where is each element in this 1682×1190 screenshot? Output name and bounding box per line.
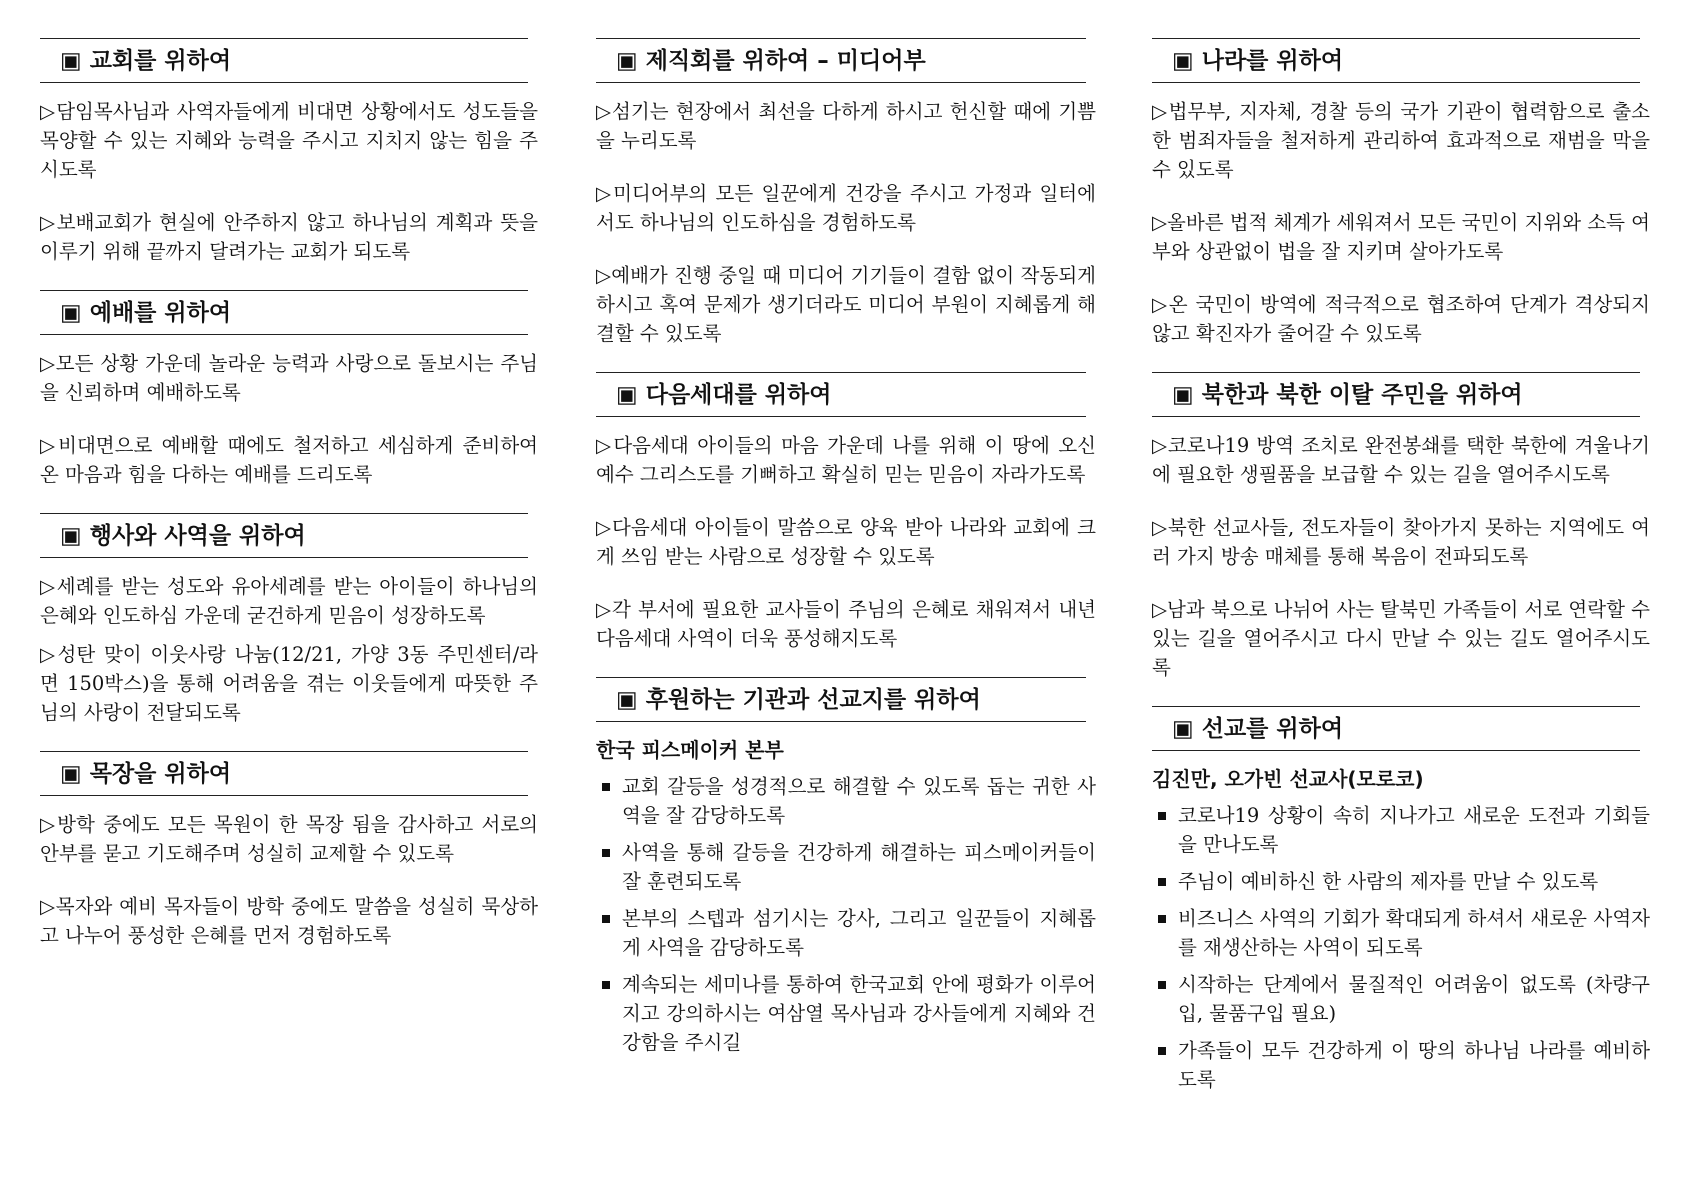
section-title: ▣ 제직회를 위하여 – 미디어부	[596, 38, 1086, 83]
bullet-list	[596, 772, 1096, 1057]
prayer-item: ▷코로나19 방역 조치로 완전봉쇄를 택한 북한에 겨울나기에 필요한 생필품을 보급할 수 있는 길을 열어주시도록	[1152, 434, 1650, 486]
prayer-item: ▷온 국민이 방역에 적극적으로 협조하여 단계가 격상되지 않고 확진자가 줄어갈 수 있도록	[1152, 293, 1650, 345]
section-deacons-media	[596, 38, 1096, 348]
list-item: 비즈니스 사역의 기회가 확대되게 하셔서 새로운 사역자를 재생산하는 사역이 되도록	[1152, 904, 1650, 962]
list-item: 코로나19 상황이 속히 지나가고 새로운 도전과 기회들을 만나도록	[1152, 801, 1650, 859]
list-item: 본부의 스텝과 섬기시는 강사, 그리고 일꾼들이 지혜롭게 사역을 감당하도록	[596, 904, 1096, 962]
section-next-generation	[596, 372, 1096, 653]
prayer-item: ▷다음세대 아이들이 말씀으로 양육 받아 나라와 교회에 크게 쓰임 받는 사람으로 성장할 수 있도록	[596, 516, 1096, 568]
list-item: 주님이 예비하신 한 사람의 제자를 만날 수 있도록	[1152, 867, 1650, 896]
section-north-korea	[1152, 372, 1650, 682]
prayer-item: ▷성탄 맞이 이웃사랑 나눔(12/21, 가양 3동 주민센터/라면 150박스)을 통해 어려움을 겪는 이웃들에게 따뜻한 주님의 사랑이 전달되도록	[40, 643, 538, 724]
section-title: ▣ 나라를 위하여	[1152, 38, 1640, 83]
prayer-item: ▷방학 중에도 모든 목원이 한 목장 됨을 감사하고 서로의 안부를 묻고 기도해주며 성실히 교제할 수 있도록	[40, 813, 538, 865]
prayer-item: ▷올바른 법적 체계가 세워져서 모든 국민이 지위와 소득 여부와 상관없이 법을 잘 지키며 살아가도록	[1152, 211, 1650, 263]
section-nation	[1152, 38, 1650, 348]
prayer-item: ▷남과 북으로 나뉘어 사는 탈북민 가족들이 서로 연락할 수 있는 길을 열어주시고 다시 만날 수 있는 길도 열어주시도록	[1152, 598, 1650, 679]
section-events-ministry	[40, 513, 538, 727]
column-right	[1152, 38, 1650, 1116]
section-title: ▣ 행사와 사역을 위하여	[40, 513, 528, 558]
list-item: 가족들이 모두 건강하게 이 땅의 하나님 나라를 예비하도록	[1152, 1036, 1650, 1094]
section-missions	[1152, 706, 1650, 1094]
prayer-item: ▷보배교회가 현실에 안주하지 않고 하나님의 계획과 뜻을 이루기 위해 끝까지 달려가는 교회가 되도록	[40, 211, 538, 263]
prayer-item: ▷모든 상황 가운데 놀라운 능력과 사랑으로 돌보시는 주님을 신뢰하며 예배하도록	[40, 352, 538, 404]
section-worship	[40, 290, 538, 489]
prayer-item: ▷각 부서에 필요한 교사들이 주님의 은혜로 채워져서 내년 다음세대 사역이 더욱 풍성해지도록	[596, 598, 1096, 650]
prayer-item: ▷예배가 진행 중일 때 미디어 기기들이 결함 없이 작동되게 하시고 혹여 문제가 생기더라도 미디어 부원이 지혜롭게 해결할 수 있도록	[596, 264, 1096, 345]
organization-name: 한국 피스메이커 본부	[596, 738, 784, 762]
section-title: ▣ 교회를 위하여	[40, 38, 528, 83]
prayer-item: ▷세례를 받는 성도와 유아세례를 받는 아이들이 하나님의 은혜와 인도하심 가운데 굳건하게 믿음이 성장하도록	[40, 575, 538, 627]
section-title: ▣ 선교를 위하여	[1152, 706, 1640, 751]
column-left	[40, 38, 538, 974]
section-title: ▣ 예배를 위하여	[40, 290, 528, 335]
list-item: 사역을 통해 갈등을 건강하게 해결하는 피스메이커들이 잘 훈련되도록	[596, 838, 1096, 896]
section-supported-organizations	[596, 677, 1096, 1057]
prayer-item: ▷북한 선교사들, 전도자들이 찾아가지 못하는 지역에도 여러 가지 방송 매체를 통해 복음이 전파되도록	[1152, 516, 1650, 568]
column-middle	[596, 38, 1096, 1079]
section-church	[40, 38, 538, 266]
list-item: 교회 갈등을 성경적으로 해결할 수 있도록 돕는 귀한 사역을 잘 감당하도록	[596, 772, 1096, 830]
section-small-group	[40, 751, 538, 950]
prayer-item: ▷비대면으로 예배할 때에도 철저하고 세심하게 준비하여 온 마음과 힘을 다하는 예배를 드리도록	[40, 434, 538, 486]
section-title: ▣ 목장을 위하여	[40, 751, 528, 796]
prayer-item: ▷목자와 예비 목자들이 방학 중에도 말씀을 성실히 묵상하고 나누어 풍성한 은혜를 먼저 경험하도록	[40, 895, 538, 947]
missionary-name: 김진만, 오가빈 선교사(모로코)	[1152, 767, 1424, 791]
prayer-item: ▷담임목사님과 사역자들에게 비대면 상황에서도 성도들을 목양할 수 있는 지혜와 능력을 주시고 지치지 않는 힘을 주시도록	[40, 100, 538, 181]
prayer-item: ▷다음세대 아이들의 마음 가운데 나를 위해 이 땅에 오신 예수 그리스도를 기뻐하고 확실히 믿는 믿음이 자라가도록	[596, 434, 1096, 486]
section-title: ▣ 다음세대를 위하여	[596, 372, 1086, 417]
section-title: ▣ 북한과 북한 이탈 주민을 위하여	[1152, 372, 1640, 417]
list-item: 시작하는 단계에서 물질적인 어려움이 없도록 (차량구입, 물품구입 필요)	[1152, 970, 1650, 1028]
bullet-list	[1152, 801, 1650, 1094]
prayer-item: ▷섬기는 현장에서 최선을 다하게 하시고 헌신할 때에 기쁨을 누리도록	[596, 100, 1096, 152]
list-item: 계속되는 세미나를 통하여 한국교회 안에 평화가 이루어지고 강의하시는 여삼열 목사님과 강사들에게 지혜와 건강함을 주시길	[596, 970, 1096, 1057]
prayer-item: ▷미디어부의 모든 일꾼에게 건강을 주시고 가정과 일터에서도 하나님의 인도하심을 경험하도록	[596, 182, 1096, 234]
prayer-item: ▷법무부, 지자체, 경찰 등의 국가 기관이 협력함으로 출소한 범죄자들을 철저하게 관리하여 효과적으로 재범을 막을 수 있도록	[1152, 100, 1650, 181]
section-title: ▣ 후원하는 기관과 선교지를 위하여	[596, 677, 1086, 722]
